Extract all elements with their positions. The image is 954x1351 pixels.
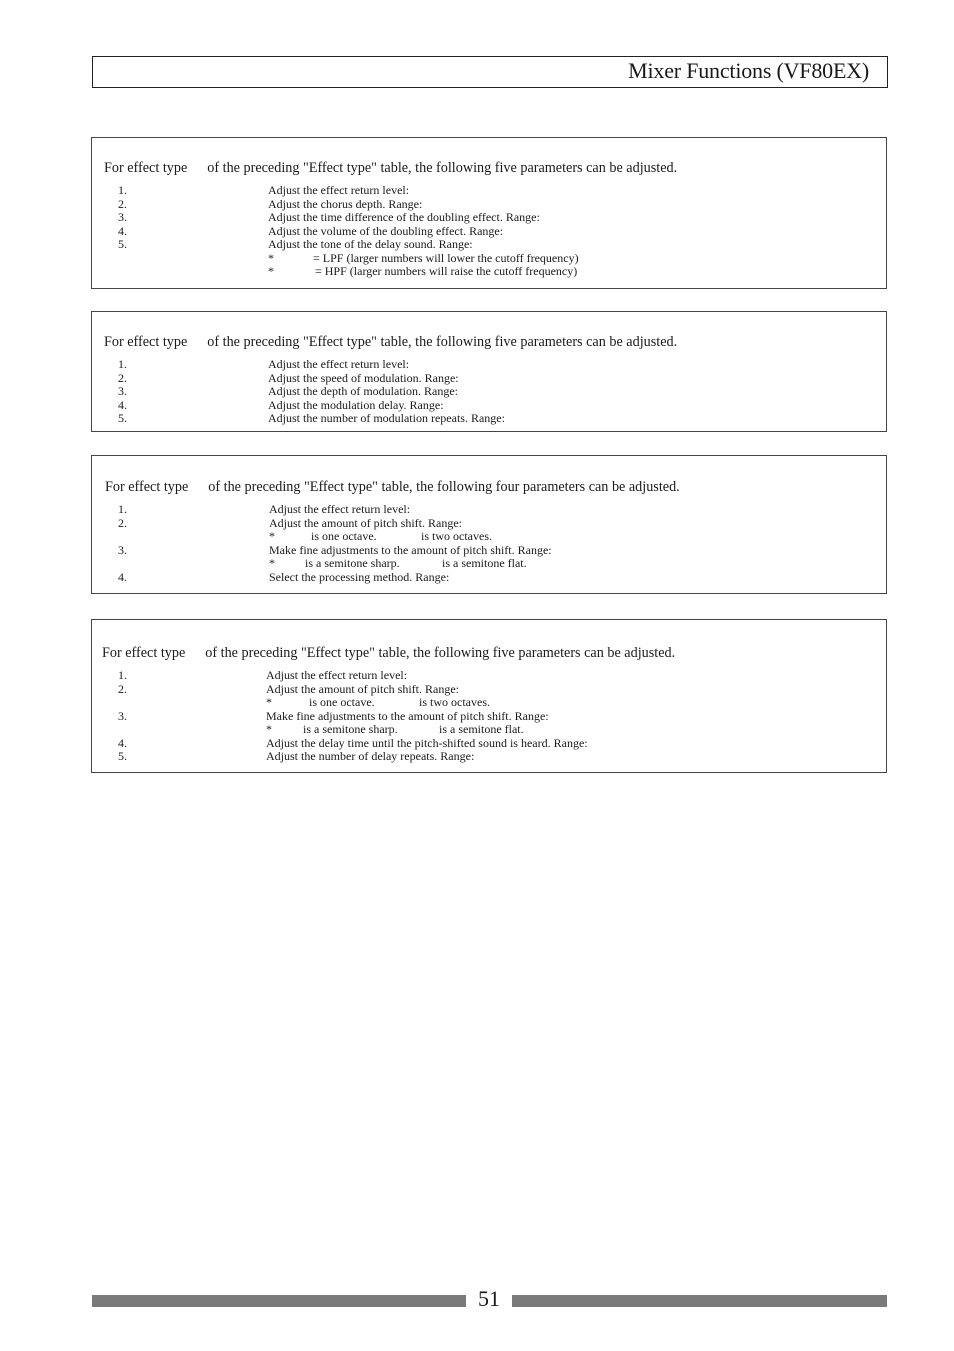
footer-bar-right: [512, 1295, 887, 1307]
section-intro: For effect type of the preceding "Effect type" table, the following five parameters can be adjusted.: [104, 334, 678, 350]
section-intro: For effect type of the preceding "Effect type" table, the following five parameters can be adjusted.: [104, 160, 678, 176]
effect-section-1: For effect type of the preceding "Effect type" table, the following five parameters can be adjusted. 1. Adjust the effect return level: 2. Adjust the chorus depth. Range: 3. Adjust the time difference of the doubling effect. Range: 4. Adjust the volume of the doubling effect. Range: 5. Adjust the tone of the delay sound. Range: * = LPF (larger numbers will lower the cutoff frequency) * = HPF (larger numbers will raise the cutoff frequency): [91, 137, 887, 289]
section-intro: For effect type of the preceding "Effect type" table, the following five parameters can be adjusted.: [102, 645, 676, 661]
effect-section-2: For effect type of the preceding "Effect type" table, the following five parameters can be adjusted. 1. Adjust the effect return level: 2. Adjust the speed of modulation. Range: 3. Adjust the depth of modulation. Range: 4. Adjust the modulation delay. Range: 5. Adjust the number of modulation repeats. Range:: [91, 311, 887, 432]
effect-section-3: For effect type of the preceding "Effect type" table, the following four parameters can be adjusted. 1. Adjust the effect return level: 2. Adjust the amount of pitch shift. Range: * is one octave. is two octaves. 3. Make fine adjustments to the amount of pitch shift. Range: * is a semitone sharp. is a semitone flat. 4. Select the processing method. Range:: [91, 455, 887, 594]
page-title: Mixer Functions (VF80EX): [628, 58, 869, 83]
page-header: [92, 56, 888, 88]
page-number: 51: [478, 1286, 500, 1311]
effect-section-4: For effect type of the preceding "Effect type" table, the following five parameters can be adjusted. 1. Adjust the effect return level: 2. Adjust the amount of pitch shift. Range: * is one octave. is two octaves. 3. Make fine adjustments to the amount of pitch shift. Range: * is a semitone sharp. is a semitone flat. 4. Adjust the delay time until the pitch-shifted sound is heard. Range: 5. Adjust the number of delay repeats. Range:: [91, 619, 887, 773]
footer-bar-left: [92, 1295, 466, 1307]
section-intro: For effect type of the preceding "Effect type" table, the following four parameters can be adjusted.: [105, 479, 680, 495]
